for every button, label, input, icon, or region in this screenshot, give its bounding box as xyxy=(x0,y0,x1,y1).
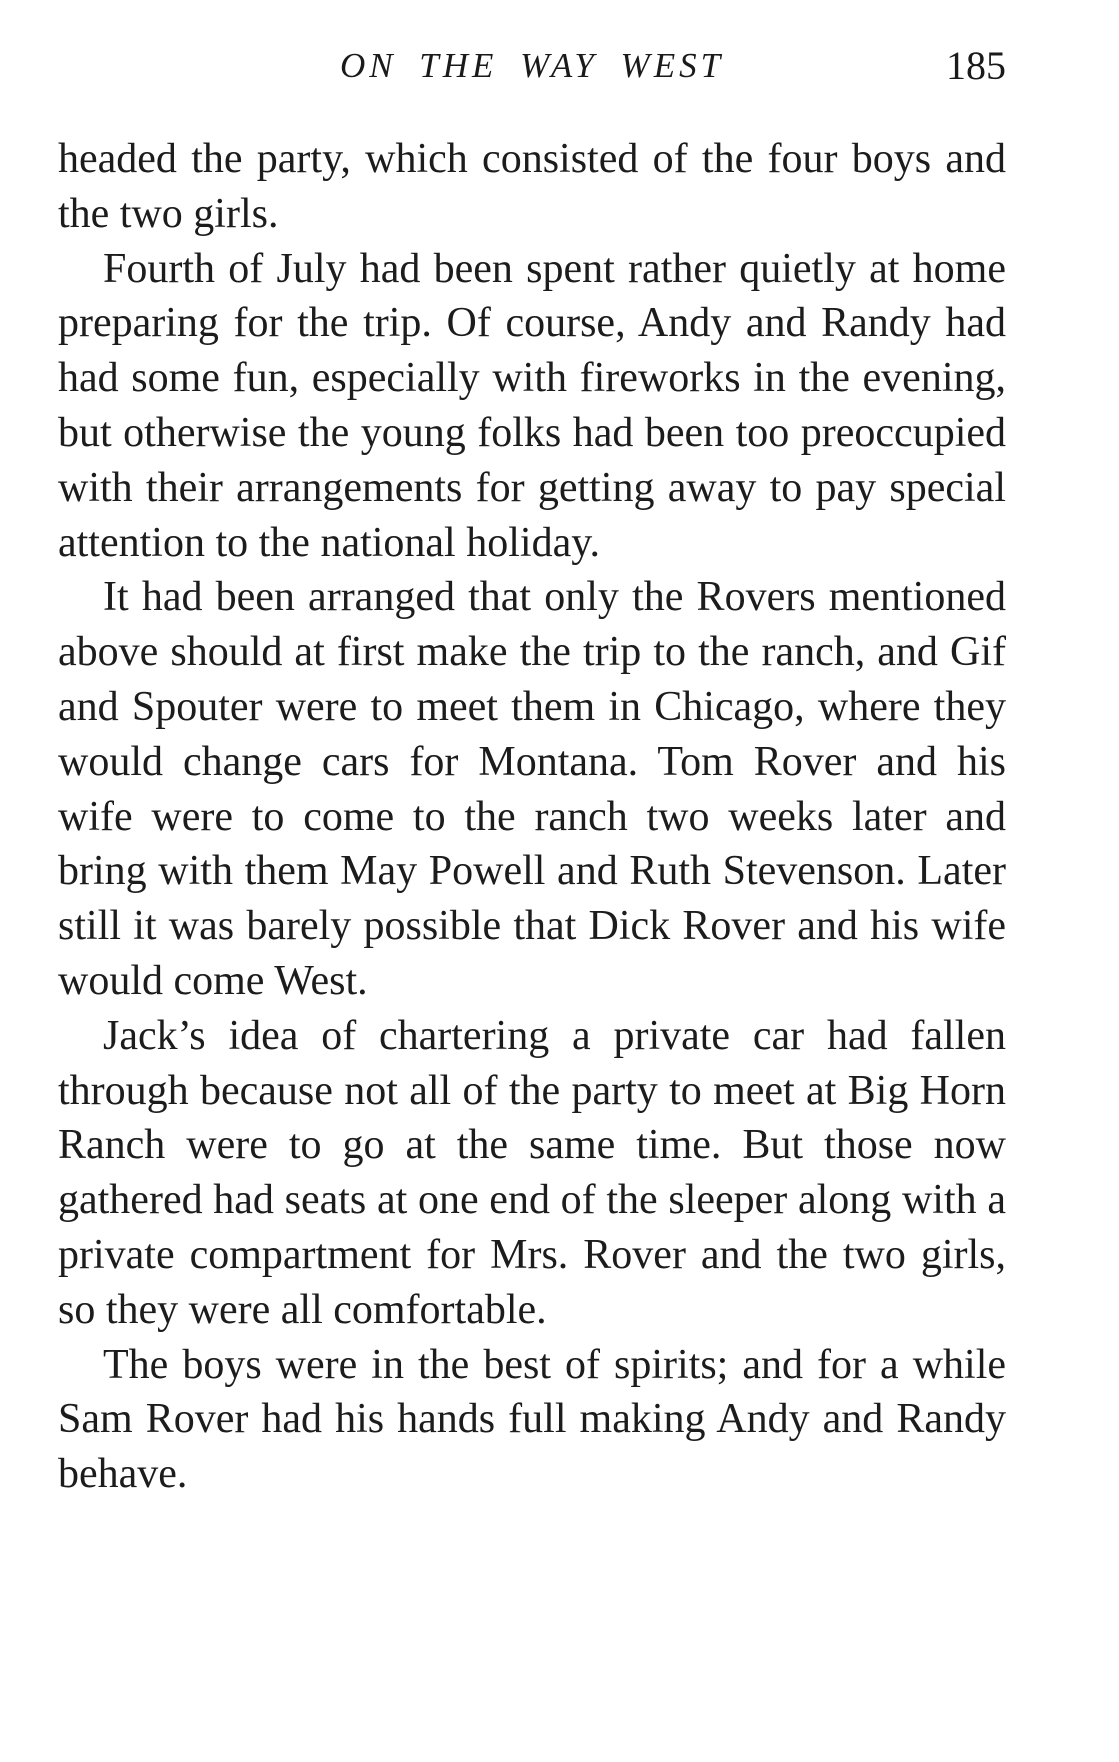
paragraph: It had been arranged that only the Rovers mentioned above should at first make the trip to the ranch, and Gif and Spouter were to meet them in Chicago, where they would change cars for Montana. Tom Rover and his wife were to come to the ranch two weeks later and bring with them May Powell and Ruth Stevenson. Later still it was barely possible that Dick Rover and his wife would come West. xyxy=(58,574,1006,1004)
paragraph: headed the party, which consisted of the four boys and the two girls. xyxy=(58,136,1006,237)
paragraph: The boys were in the best of spirits; and for a while Sam Rover had his hands full making Andy and Randy behave. xyxy=(58,1341,1006,1498)
paragraph: Fourth of July had been spent rather quietly at home preparing for the trip. Of course, Andy and Randy had had some fun, especially with fireworks in the evening, but otherwise the young folks had been too preoccupied with their arrangements for getting away to pay special attention to the national holiday. xyxy=(58,245,1006,566)
paragraph: Jack’s idea of chartering a private car had fallen through because not all of the party to meet at Big Horn Ranch were to go at the same time. But those now gathered had seats at one end of the sleeper along with a private compartment for Mrs. Rover and the two girls, so they were all comfortable. xyxy=(58,1012,1006,1333)
page-number: 185 xyxy=(946,43,1006,88)
running-title: ON THE WAY WEST xyxy=(339,46,725,85)
running-head xyxy=(58,42,1006,102)
body-text xyxy=(58,132,1006,1502)
